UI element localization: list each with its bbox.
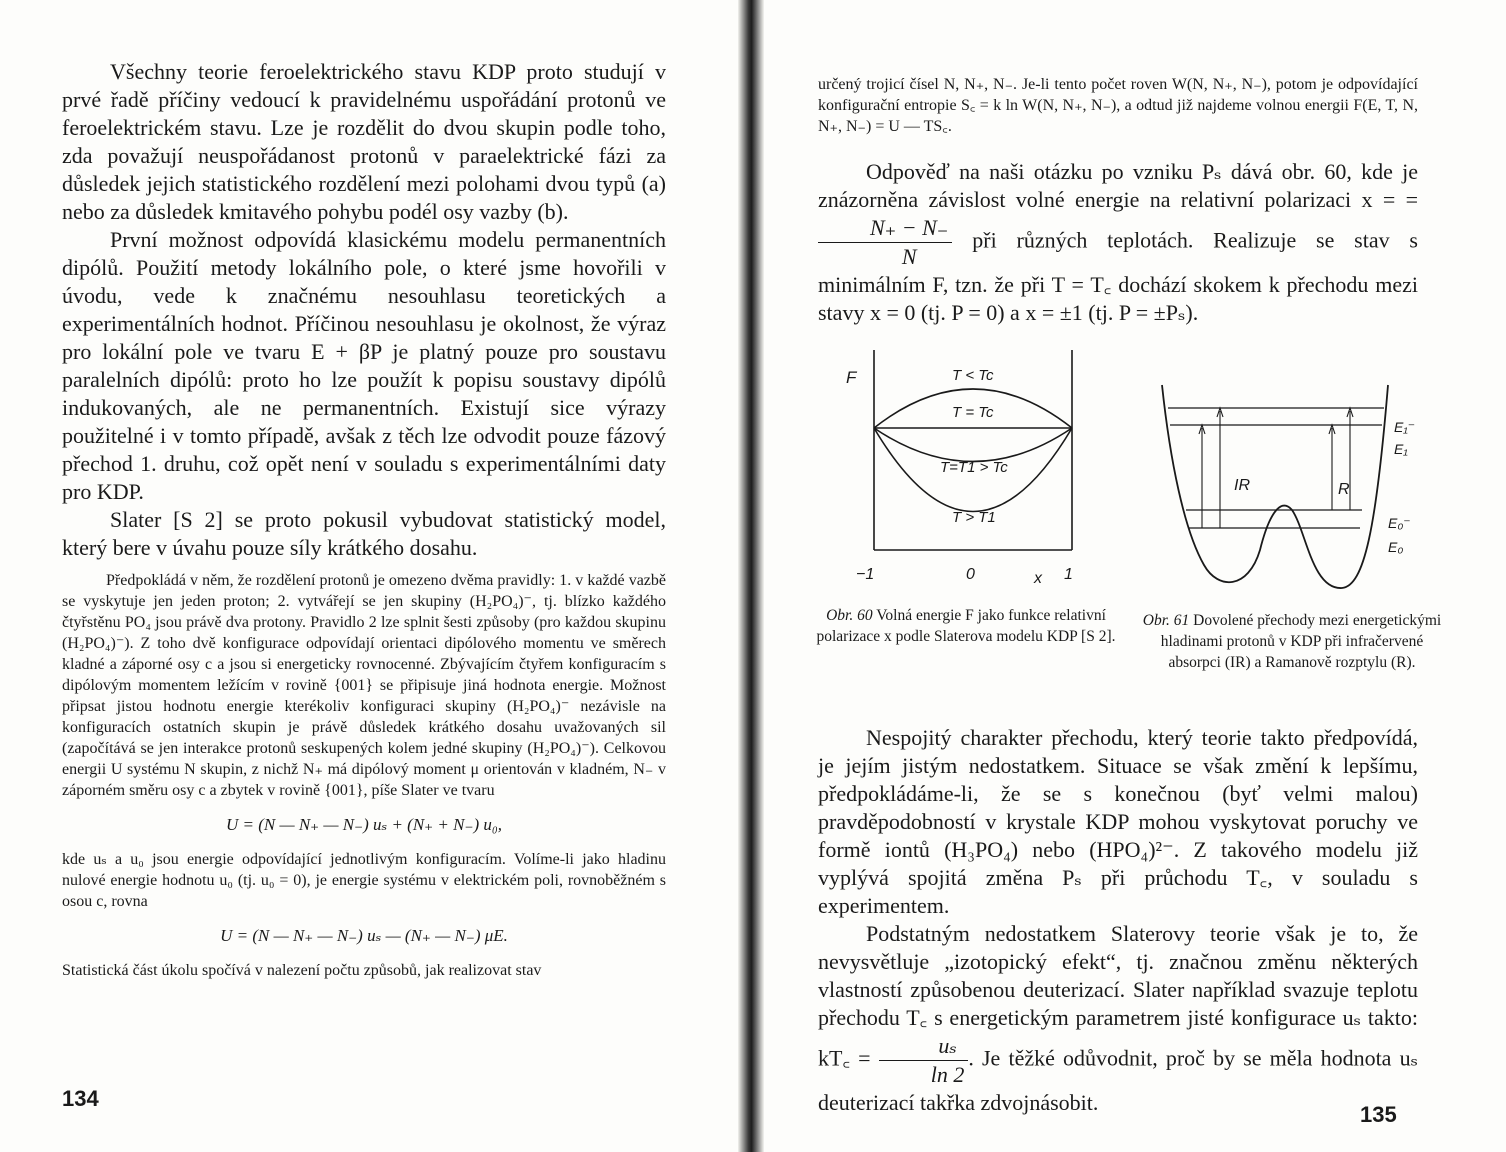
page-134 [0,0,738,1152]
paragraph [818,158,1418,327]
caption-text: Volná energie F jako funkce relativní polarizace x podle Slaterova modelu KDP [S 2]. [816,607,1116,645]
caption-text: Dovolené přechody mezi energetickými hladinami protonů v KDP při infračervené absorpci (IR) a Ramanově rozptylu (R). [1160,612,1442,671]
fraction-denominator: N [901,244,917,269]
paragraph [818,920,1418,1117]
paragraph-part: Podstatným nedostatkem Slaterovy teorie však je to, že nevysvětluje „izotopický efekt“, tj. značnou změnu některých vlastností způsobenou deuterizací. Slater například svazuje teplotu přechodu T꜀ s energetickým parametrem jisté konfigurace uₛ takto: [818,921,1418,1030]
paragraph: První možnost odpovídá klasickému modelu permanentních dipólů. Použití metody lokálního pole, o které jsme hovořili v úvodu, vede k značnému nesouhlasu teoretických a experimentálních hodnot. Příčinou nesouhlasu je okolnost, že výraz pro lokální pole ve tvaru E + βP je platný pouze pro soustavu paralelních dipólů: proto ho lze použít k popisu soustavy dipólů indukovaných, ale ne permanentních. Existují sice výrazy použitelné i v tomto případě, avšak z těch lze odvodit pouze fázový přechod 1. druhu, což opět není v souladu s experimentálními daty pro KDP. [62,227,666,504]
fraction-denominator: ln 2 [930,1062,965,1087]
small-text-left [62,570,666,981]
label-e0: E₀ [1388,539,1404,555]
free-energy-plot [834,345,1104,595]
axis-label-f: F [846,368,857,387]
energy-levels-diagram [1156,380,1436,600]
small-text-right [818,74,1418,137]
curve-t-t1 [874,428,1072,462]
page-135 [764,0,1506,1152]
paragraph-part: při různých teplotách. Realizuje se stav s minimálním F, tzn. že při T = T꜀ dochází skokem k přechodu mezi stavy x = 0 (tj. P = 0) a x = ±1 (tj. P = ±Pₛ). [818,227,1418,325]
label-e1: E₁ [1394,441,1408,457]
fraction-numerator: uₛ [879,1032,969,1061]
caption-label: Obr. 61 [1142,612,1190,629]
curve-label: T > T1 [952,509,996,526]
caption-figure-60 [816,605,1116,647]
curve-label: T=T1 > Tc [940,459,1008,476]
paragraph-part: Odpověď na naši otázku po vzniku Pₛ dává obr. 60, kde je znázorněna závislost volné energie na relativní polarizaci x = [818,159,1418,212]
main-text-right-top [818,158,1418,327]
x-tick: 0 [966,566,975,583]
paragraph: Všechny teorie feroelektrického stavu KDP proto studují v prvé řadě příčiny vedoucí k pravidelnému uspořádání protonů ve feroelektrickém stavu. Lze je rozdělit do dvou skupin podle toho, zda považují neuspořádanost protonů v paraelektrické fázi za důsledek jejich statistického rozdělení mezi polohami dvou typů (a) nebo za důsledek kmitavého pohybu podél osy vazby (b). [62,59,666,224]
equation-lhs: kT꜀ = [818,1045,871,1071]
label-r: R [1338,481,1350,498]
small-paragraph: kde uₛ a u₀ jsou energie odpovídající jednotlivým konfiguracím. Volíme-li jako hladinu nulové energie hodnotu u₀ (tj. u₀ = 0), je energie systému v elektrickém poli, rovnoběžném s osou c, rovna [62,851,666,910]
small-paragraph: Statistická část úkolu spočívá v nalezení počtu způsobů, jak realizovat stav [62,962,542,979]
small-paragraph: Předpokládá v něm, že rozdělení protonů je omezeno dvěma pravidly: 1. v každé vazbě se vyskytuje jen jeden proton; 2. vytvářejí se jen skupiny (H₂PO₄)⁻, tj. blízko každého čtyřstěnu PO₄ jsou právě dva protony. Pravidlo 2 lze splnit šesti způsoby (pro každou skupinu (H₂PO₄)⁻). Z toho dvě konfigurace odpovídají orientaci dipólového momentu ve směrech kladné a záporné osy c a jsou si energeticky rovnocenné. Zbývajícím čtyřem konfiguracím s dipólovým momentem ležícím v rovině {001} se připisuje jiná hodnota energie. Možnost připsat jistou hodnotu energie kterékoliv konfiguraci skupiny (H₂PO₄)⁻ nezávisle na konfiguracích ostatních skupin je právě důsledek krátkého dosahu uvažovaných sil (započítává se jen interakce protonů seskupených kolem jedné skupiny (H₂PO₄)⁻). Celkovou energii U systému N skupin, z nichž N₊ má dipólový moment μ orientován v kladném, N₋ v záporném směru osy c a zbytek v rovině {001}, píše Slater ve tvaru [62,572,666,799]
figure-60 [834,345,1104,600]
equation-energy-field: U = (N — N₊ — N₋) uₛ — (N₊ — N₋) μE. [220,926,508,945]
page-number: 135 [1360,1102,1397,1127]
curve-label: T < Tc [952,367,994,384]
label-ir: IR [1234,477,1250,494]
main-text-left [62,58,666,562]
paragraph: Nespojitý charakter přechodu, který teorie takto předpovídá, je jejím jistým nedostatkem. Situace se však změní k lepšímu, předpokládáme-li, že se s konečnou (byť velmi malou) pravděpodobností v krystale KDP mohou vyskytovat poruchy ve formě iontů (H₃PO₄) nebo (HPO₄)²⁻. Z takového modelu již vyplývá spojitá změna Pₛ při průchodu T꜀, v souladu s experimentem. [818,725,1418,918]
figure-61 [1156,380,1436,605]
curve-label: T = Tc [952,404,994,421]
fraction-tc [879,1032,969,1089]
x-tick: 1 [1064,566,1073,583]
x-axis-label: x [1034,570,1042,587]
main-text-right-bottom [818,724,1418,1117]
caption-figure-61 [1142,610,1442,673]
fraction-x [818,214,952,271]
equation-energy: U = (N — N₊ — N₋) uₛ + (N₊ + N₋) u₀, [225,815,503,834]
caption-label: Obr. 60 [826,607,873,624]
label-e1-minus: E₁⁻ [1394,419,1416,435]
book-gutter [738,0,764,1152]
x-tick: −1 [856,566,875,583]
paragraph: Slater [S 2] se proto pokusil vybudovat statistický model, který bere v úvahu pouze síly krátkého dosahu. [62,507,666,560]
label-e0-minus: E₀⁻ [1388,515,1411,531]
small-paragraph: určený trojicí čísel N, N₊, N₋. Je-li tento počet roven W(N, N₊, N₋), potom je odpovídající konfigurační entropie S꜀ = k ln W(N, N₊, N₋), a odtud již najdeme volnou energii F(E, T, N, N₊, N₋) = U — TS꜀. [818,76,1418,135]
fraction-numerator: N₊ − N₋ [818,214,952,243]
double-well-potential [1162,385,1388,588]
page-number: 134 [62,1086,99,1111]
paragraph-part: . Je těžké odůvodnit, proč by se měla hodnota uₛ deuterizací takřka zdvojnásobit. [818,1045,1418,1115]
equals-sign: = [1405,187,1418,212]
